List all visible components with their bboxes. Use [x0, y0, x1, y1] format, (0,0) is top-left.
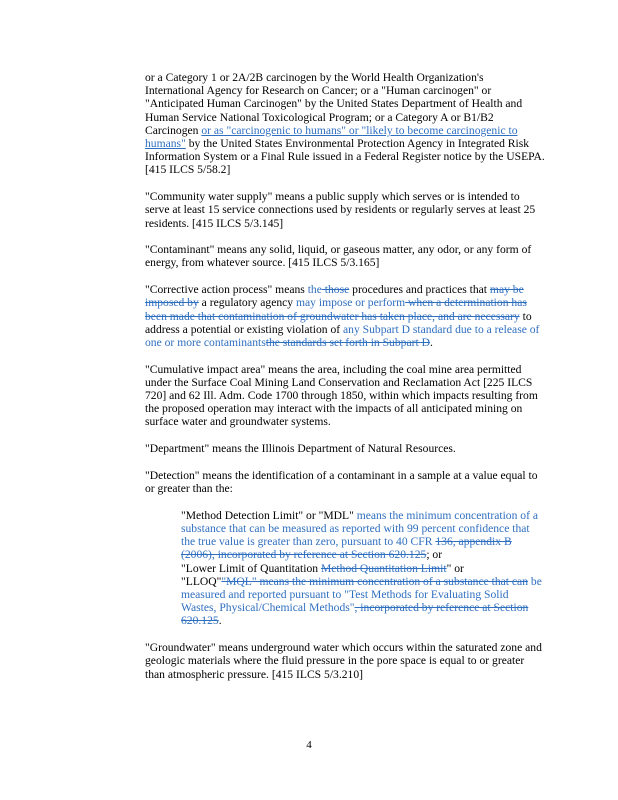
mdl-insertion-1: means the minimum concentration of a substance that can be measured as reported with 99 percent confidence that the true value is greater than zero, pursuant to 40 CFR	[181, 508, 539, 549]
corrective-text-2: procedures and practices that	[349, 283, 490, 297]
carcinogen-definition	[145, 71, 545, 177]
mql-deletion: "MQL" means the minimum concentration of a substance that can	[221, 574, 529, 588]
contaminant-definition: "Contaminant" means any solid, liquid, or gaseous matter, any odor, or any form of energy, from whatever source. [415 ILCS 5/3.165]	[145, 243, 532, 270]
corrective-text-3: a regulatory agency	[198, 296, 296, 310]
mdl-text-2: ; or	[426, 548, 443, 562]
lloq-text-1: "Lower Limit of Quantitation	[181, 561, 321, 575]
lloq-deletion-1: Method Quantitation Limit	[320, 561, 447, 575]
community-water-supply-definition: "Community water supply" means a public supply which serves or is intended to serve at least 15 service connections used by residents or regularly serves at least 25 residents. [415 ILCS 5/3.145]	[145, 190, 536, 230]
corrective-deletion-3: when a determination has been made that contamination of groundwater has taken place, and are necessary	[145, 296, 527, 323]
corrective-insertion-3: any Subpart D standard due to a release of one or more contaminants	[145, 322, 540, 349]
corrective-text-4: to address a potential or existing violation of	[145, 309, 532, 336]
corrective-deletion-4: the standards set forth in Subpart D	[265, 335, 430, 349]
detection-definition: "Detection" means the identification of a contaminant in a sample at a value equal to or greater than the:	[145, 468, 538, 496]
document-page	[145, 71, 545, 694]
mdl-deletion-1: 136, appendix B (2006), incorporated by reference at Section 620.125	[181, 535, 512, 562]
lloq-deletion-2: , incorporated by reference at Section 620.125	[181, 601, 529, 628]
corrective-text-5: .	[429, 335, 433, 349]
lloq-insertion: be measured and reported pursuant to "Test Methods for Evaluating Solid Wastes, Physical/Chemical Methods"	[181, 574, 542, 615]
corrective-insertion-1: the	[307, 283, 322, 297]
corrective-deletion-2: may be imposed by	[145, 283, 524, 310]
department-definition: "Department" means the Illinois Department of Natural Resources.	[145, 442, 456, 456]
detection-limits-list	[181, 509, 545, 628]
lloq-text-2: " or	[446, 561, 464, 575]
cumulative-impact-definition: "Cumulative impact area" means the area, including the coal mine area permitted under the Surface Coal Mining Land Conservation and Reclamation Act [225 ILCS 720] and 62 Ill. Adm. Code 1700 through 1850, within which impacts resulting from the proposed operation may interact with the impacts of all anticipated mining on surface water and groundwater systems.	[145, 362, 538, 429]
carcinogen-insertion: or as "carcinogenic to humans" or "likely to become carcinogenic to humans"	[145, 123, 518, 151]
lloq-text-3: "LLOQ"	[181, 574, 222, 588]
corrective-deletion-1: those	[321, 283, 350, 297]
corrective-action-definition	[145, 283, 545, 349]
corrective-text-1: "Corrective action process" means	[145, 283, 308, 297]
groundwater-definition: "Groundwater" means underground water which occurs within the saturated zone and geologic materials where the fluid pressure in the pore space is equal to or greater than atmospheric pressure. [415 ILCS 5/3.210]	[145, 641, 542, 681]
mdl-text-1: "Method Detection Limit" or "MDL"	[181, 508, 354, 522]
corrective-insertion-2: may impose or perform	[296, 296, 406, 310]
carcinogen-text-1: or a Category 1 or 2A/2B carcinogen by the World Health Organization's International Agency for Research on Cancer; or a "Human carcinogen" or "Anticipated Human Carcinogen" by the United States Department of Health and Human Service National Toxicological Program; or a Category A or B1/B2 Carcinogen	[145, 71, 523, 137]
page-number: 4	[306, 739, 312, 751]
carcinogen-text-2: by the United States Environmental Protection Agency in Integrated Risk Information System or a Final Rule issued in a Federal Register notice by the USEPA. [415 ILCS 5/58.2]	[145, 137, 545, 177]
lloq-text-4: .	[218, 614, 222, 628]
